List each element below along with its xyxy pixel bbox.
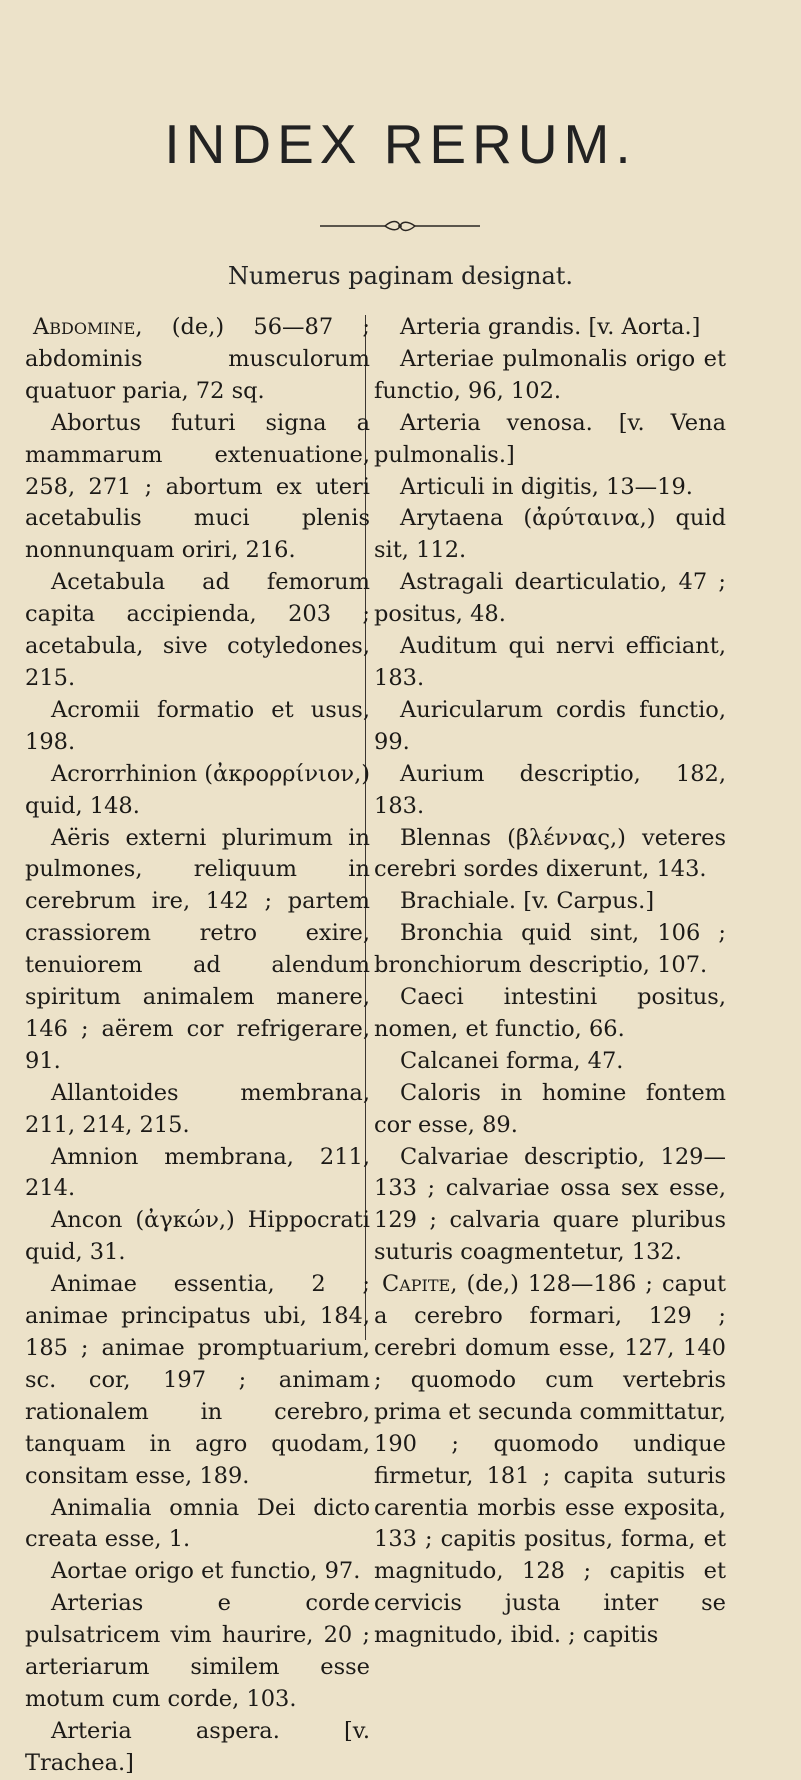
index-entry: [374, 472, 726, 504]
entry-text: (de,) 56—87 ; abdominis musculorum quatuor paria, 72 sq.: [25, 314, 370, 404]
entry-text: Aëris externi plurimum in pulmones, reliquum in cerebrum ire, 142 ; partem crassiorem retro exire, tenuiorem ad alendum spiritum animalem manere, 146 ; aërem cor refrigerare, 91.: [25, 824, 370, 1074]
entry-text: Arteria venosa. [v. Vena pulmonalis.]: [374, 409, 726, 468]
index-entry: [374, 918, 726, 982]
entry-text: Arterias e corde pulsatricem vim haurire, 20 ; arteriarum similem esse motum cum corde, 103.: [25, 1590, 370, 1712]
entry-text: Acromii formatio et usus, 198.: [25, 696, 370, 755]
index-entry: [374, 408, 726, 472]
entry-text: Acrorrhinion (ἀκρορρίνιον,) quid, 148.: [25, 760, 370, 819]
entry-text: Animae essentia, 2 ; animae principatus ubi, 184, 185 ; animae promptuarium, sc. cor, 197 ; animam rationalem in cerebro, tanquam in agro quodam, consitam esse, 189.: [25, 1271, 370, 1489]
index-entry: [25, 1142, 370, 1206]
index-entry: [374, 631, 726, 695]
entry-text: Arteria aspera. [v. Trachea.]: [25, 1717, 370, 1776]
index-entry: [25, 1588, 370, 1716]
index-entry: [374, 982, 726, 1046]
index-entry: [374, 1269, 726, 1652]
entry-text: Blennas (βλέννας,) veteres cerebri sordes dixerunt, 143.: [374, 824, 726, 883]
ornament-divider-icon: [320, 219, 480, 233]
index-entry: [25, 1078, 370, 1142]
entry-text: Articuli in digitis, 13—19.: [400, 473, 693, 500]
index-entry: [25, 1493, 370, 1557]
entry-text: Aurium descriptio, 182, 183.: [374, 760, 726, 819]
index-entry: [374, 503, 726, 567]
index-entry: [374, 567, 726, 631]
entry-text: Animalia omnia Dei dicto creata esse, 1.: [25, 1494, 370, 1553]
entry-text: Calvariae descriptio, 129—133 ; calvariae ossa sex esse, 129 ; calvaria quare pluribus suturis coagmentetur, 132.: [374, 1143, 726, 1266]
page-title: INDEX RERUM.: [164, 113, 637, 175]
entry-text: Abortus futuri signa a mammarum extenuatione, 258, 271 ; abortum ex uteri acetabulis muci plenis nonnunquam oriri, 216.: [25, 409, 370, 564]
index-entry: [25, 759, 370, 823]
index-entry: [25, 1205, 370, 1269]
index-entry: [374, 886, 726, 918]
entry-text: Brachiale. [v. Carpus.]: [400, 888, 655, 915]
index-entry: [374, 312, 726, 344]
entry-text: Aortae origo et functio, 97.: [51, 1558, 361, 1585]
entry-text: Caloris in homine fontem cor esse, 89.: [374, 1079, 726, 1138]
entry-text: Auricularum cordis functio, 99.: [374, 696, 726, 755]
entry-text: Bronchia quid sint, 106 ; bronchiorum descriptio, 107.: [374, 920, 726, 979]
index-entry: [25, 1716, 370, 1780]
entry-text: (de,) 128—186 ; caput a cerebro formari, 129 ; cerebri domum esse, 127, 140 ; quomodo cum vertebris prima et secunda committatur, 190 ; quomodo undique firmetur, 181 ; capita suturis carentia morbis esse exposita, 133 ; capitis positus, forma, et magnitudo, 128 ; capitis et cervicis justa inter se magnitudo, ibid. ; capitis: [374, 1271, 726, 1649]
index-entry: [25, 408, 370, 568]
index-entry: [374, 1078, 726, 1142]
entry-headword: Abdomine,: [33, 314, 143, 340]
index-entry: [374, 1142, 726, 1270]
index-entry: [25, 567, 370, 695]
index-entry: [374, 759, 726, 823]
right-column: [374, 312, 726, 1652]
index-entry: [25, 312, 370, 408]
entry-text: Ancon (ἀγκών,) Hippocrati quid, 31.: [25, 1207, 370, 1266]
entry-text: Acetabula ad femorum capita accipienda, 203 ; acetabula, sive cotyledones, 215.: [25, 569, 370, 691]
entry-text: Arytaena (ἀρύταινα,) quid sit, 112.: [374, 505, 726, 564]
entry-text: Calcanei forma, 47.: [400, 1047, 624, 1074]
index-entry: [25, 823, 370, 1078]
index-entry: [25, 695, 370, 759]
index-entry: [374, 344, 726, 408]
entry-headword: Capite,: [382, 1271, 458, 1298]
entry-text: Arteria grandis. [v. Aorta.]: [400, 314, 701, 340]
entry-text: Astragali dearticulatio, 47 ; positus, 48.: [374, 569, 726, 628]
entry-text: Caeci intestini positus, nomen, et functio, 66.: [374, 984, 726, 1042]
left-column: [25, 312, 370, 1780]
index-entry: [374, 695, 726, 759]
entry-text: Arteriae pulmonalis origo et functio, 96, 102.: [374, 345, 726, 404]
page-subtitle: Numerus paginam designat.: [227, 262, 574, 290]
index-entry: [374, 1046, 726, 1078]
index-entry: [374, 823, 726, 887]
entry-text: Amnion membrana, 211, 214.: [25, 1143, 370, 1202]
entry-text: Allantoides membrana, 211, 214, 215.: [25, 1079, 370, 1138]
entry-text: Auditum qui nervi efficiant, 183.: [374, 633, 726, 691]
index-entry: [25, 1556, 370, 1588]
index-entry: [25, 1269, 370, 1492]
